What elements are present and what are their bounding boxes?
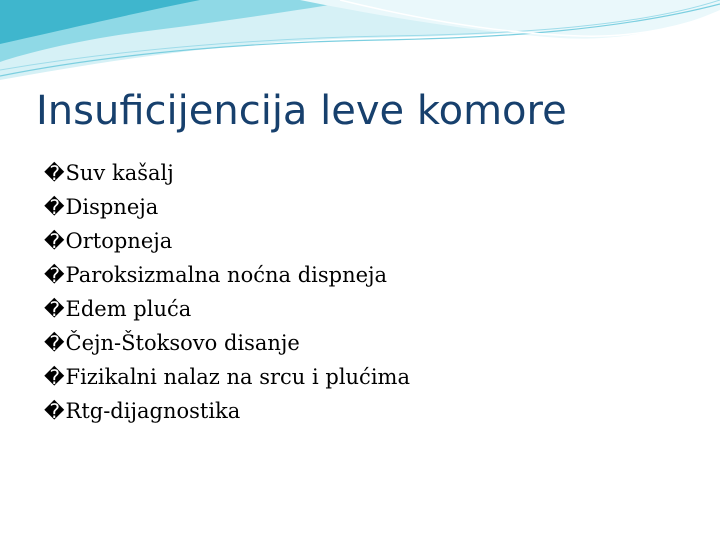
bullet-marker-icon: � — [44, 161, 65, 185]
bullet-text: Suv kašalj — [65, 161, 174, 185]
bullet-text: Rtg-dijagnostika — [65, 399, 241, 423]
bullet-text: Fizikalni nalaz na srcu i plućima — [65, 365, 410, 389]
bullet-marker-icon: � — [44, 297, 65, 321]
bullet-marker-icon: � — [44, 399, 65, 423]
list-item — [44, 156, 410, 190]
bullet-marker-icon: � — [44, 263, 65, 287]
list-item — [44, 292, 410, 326]
list-item — [44, 360, 410, 394]
bullet-text: Paroksizmalna noćna dispneja — [65, 263, 388, 287]
list-item — [44, 224, 410, 258]
bullet-text: Ortopneja — [65, 229, 173, 253]
list-item — [44, 326, 410, 360]
bullet-text: Edem pluća — [65, 297, 192, 321]
list-item — [44, 394, 410, 428]
bullet-text: Čejn-Štoksovo disanje — [65, 331, 300, 355]
bullet-marker-icon: � — [44, 365, 65, 389]
bullet-marker-icon: � — [44, 229, 65, 253]
header-wave-decoration — [0, 0, 720, 90]
list-item — [44, 190, 410, 224]
bullet-list — [44, 156, 410, 428]
list-item — [44, 258, 410, 292]
slide-title: Insuficijencija leve komore — [36, 88, 567, 134]
bullet-text: Dispneja — [65, 195, 159, 219]
bullet-marker-icon: � — [44, 331, 65, 355]
bullet-marker-icon: � — [44, 195, 65, 219]
